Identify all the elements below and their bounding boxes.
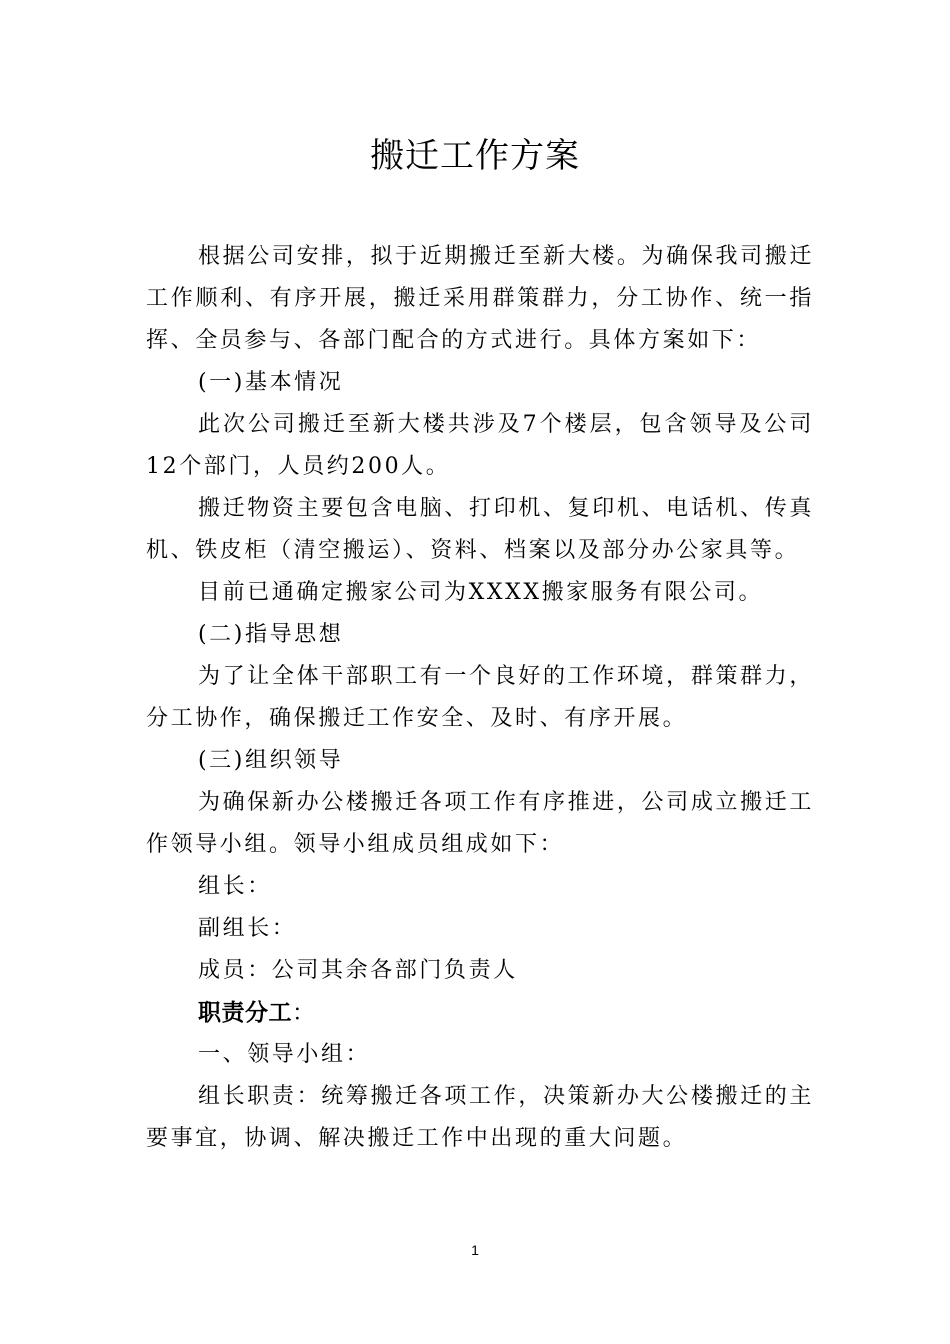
- duties-heading-bold: 职责分工: [198, 1000, 292, 1026]
- duties-heading: [146, 992, 814, 1034]
- section-heading-basic-situation: (一)基本情况: [198, 370, 344, 395]
- paragraph-organization: 为确保新办公楼搬迁各项工作有序推进，公司成立搬迁工作领导小组。领导小组成员组成如下：: [146, 790, 814, 857]
- document-body: [146, 236, 814, 1160]
- paragraph-leadership-group: 一、领导小组：: [198, 1042, 371, 1067]
- duties-heading-colon: ：: [292, 1000, 316, 1026]
- paragraph-moving-company: 目前已通确定搬家公司为XXXX搬家服务有限公司。: [198, 580, 764, 605]
- paragraph-group-leader: 组长：: [198, 874, 272, 899]
- section-heading-organization: (三)组织领导: [198, 748, 344, 773]
- section-heading-guiding-idea: (二)指导思想: [198, 622, 344, 647]
- paragraph-materials: 搬迁物资主要包含电脑、打印机、复印机、电话机、传真机、铁皮柜（清空搬运）、资料、档案以及部分办公家具等。: [146, 496, 814, 563]
- paragraph-floors-departments: 此次公司搬迁至新大楼共涉及7个楼层，包含领导及公司12个部门，人员约200人。: [146, 412, 814, 479]
- paragraph-leader-duties: 组长职责：统筹搬迁各项工作，决策新办大公楼搬迁的主要事宜，协调、解决搬迁工作中出现的重大问题。: [146, 1084, 814, 1151]
- paragraph-intro: 根据公司安排，拟于近期搬迁至新大楼。为确保我司搬迁工作顺利、有序开展，搬迁采用群策群力，分工协作、统一指挥、全员参与、各部门配合的方式进行。具体方案如下：: [146, 244, 814, 353]
- paragraph-members: 成员：公司其余各部门负责人: [198, 958, 518, 983]
- document-title: 搬迁工作方案: [370, 136, 580, 176]
- paragraph-guiding-idea: 为了让全体干部职工有一个良好的工作环境，群策群力，分工协作，确保搬迁工作安全、及时、有序开展。: [146, 664, 814, 731]
- paragraph-deputy-leader: 副组长：: [198, 916, 297, 941]
- page-number: 1: [471, 1242, 479, 1258]
